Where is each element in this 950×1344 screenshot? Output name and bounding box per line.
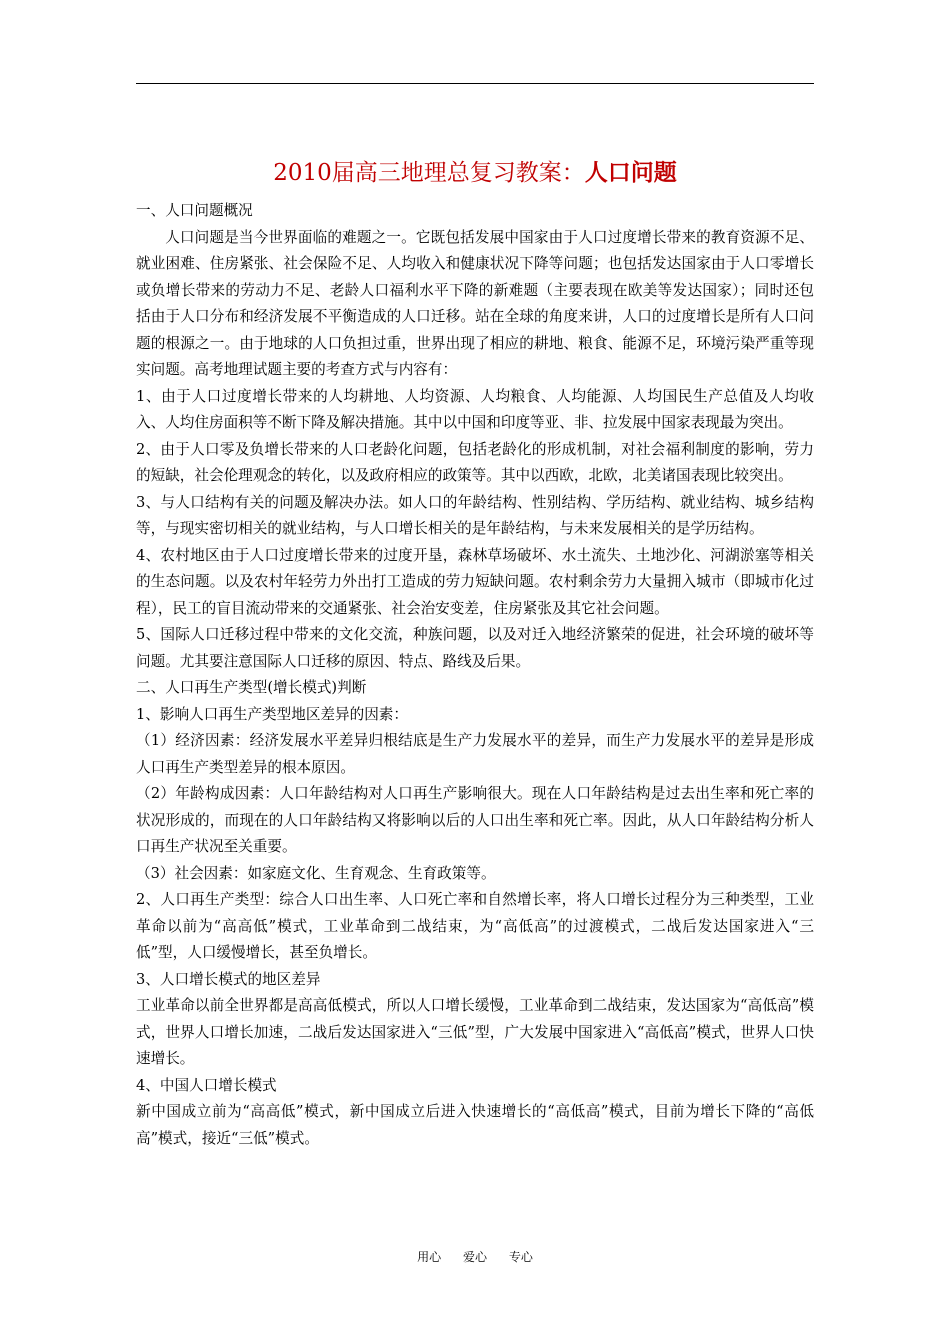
subheading: 3、人口增长模式的地区差异 [136,970,321,988]
list-item: （1）经济因素：经济发展水平差异归根结底是生产力发展水平的差异，而生产力发展水平的差异是形成人口再生产类型差异的根本原因。 [136,732,814,776]
subheading: 4、中国人口增长模式 [136,1076,277,1094]
footer-item: 用心 [417,1250,442,1264]
header-rule [136,83,814,84]
paragraph: 工业革命以前全世界都是高高低模式，所以人口增长缓慢，工业革命到二战结束，发达国家为“高低高”模式，世界人口增长加速，二战后发达国家进入“三低”型，广大发展中国家进入“高低高”模式，世界人口快速增长。 [136,997,814,1067]
title-main: 人口问题 [584,159,677,186]
section-heading: 一、人口问题概况 [136,202,253,219]
list-item: （3）社会因素：如家庭文化、生育观念、生育政策等。 [136,864,496,882]
footer-item: 爱心 [462,1250,487,1264]
document-body [136,198,814,1152]
document-title [136,156,814,190]
list-item: 1、由于人口过度增长带来的人均耕地、人均资源、人均粮食、人均能源、人均国民生产总值及人均收入、人均住房面积等不断下降及解决措施。其中以中国和印度等亚、非、拉发展中国家表现最为突出。 [136,387,814,431]
page-footer [0,1248,950,1266]
list-item: 3、与人口结构有关的问题及解决办法。如人口的年龄结构、性别结构、学历结构、就业结构、城乡结构等，与现实密切相关的就业结构，与人口增长相关的是年龄结构，与未来发展相关的是学历结构。 [136,493,814,537]
list-item: 5、国际人口迁移过程中带来的文化交流，种族问题，以及对迁入地经济繁荣的促进，社会环境的破坏等问题。尤其要注意国际人口迁移的原因、特点、路线及后果。 [136,626,814,670]
list-item: 4、农村地区由于人口过度增长带来的过度开垦，森林草场破坏、水土流失、土地沙化、河湖淤塞等相关的生态问题。以及农村年轻劳力外出打工造成的劳力短缺问题。农村剩余劳力大量拥入城市（即城市化过程），民工的盲目流动带来的交通紧张、社会治安变差，住房紧张及其它社会问题。 [136,546,814,617]
paragraph: 新中国成立前为“高高低”模式，新中国成立后进入快速增长的“高低高”模式，目前为增长下降的“高低高”模式，接近“三低”模式。 [136,1103,814,1147]
footer-item: 专心 [508,1250,533,1264]
paragraph: 人口问题是当今世界面临的难题之一。它既包括发展中国家由于人口过度增长带来的教育资源不足、就业困难、住房紧张、社会保险不足、人均收入和健康状况下降等问题；也包括发达国家由于人口零增长或负增长带来的劳动力不足、老龄人口福利水平下降的新难题（主要表现在欧美等发达国家）；同时还包括由于人口分布和经济发展不平衡造成的人口迁移。站在全球的角度来讲，人口的过度增长是所有人口问题的根源之一。由于地球的人口负担过重，世界出现了相应的耕地、粮食、能源不足，环境污染严重等现实问题。高考地理试题主要的考查方式与内容有： [136,228,814,378]
title-prefix: 2010届高三地理总复习教案： [273,160,585,186]
list-item: 2、由于人口零及负增长带来的人口老龄化问题，包括老龄化的形成机制，对社会福利制度的影响，劳力的短缺，社会伦理观念的转化，以及政府相应的政策等。其中以西欧，北欧，北美诸国表现比较突出。 [136,440,814,484]
subheading: 1、影响人口再生产类型地区差异的因素： [136,705,408,723]
list-item: （2）年龄构成因素：人口年龄结构对人口再生产影响很大。现在人口年龄结构是过去出生率和死亡率的状况形成的，而现在的人口年龄结构又将影响以后的人口出生率和死亡率。因此，从人口年龄结构分析人口再生产状况至关重要。 [136,785,814,855]
section-heading: 二、人口再生产类型(增长模式)判断 [136,679,367,696]
list-item: 2、人口再生产类型：综合人口出生率、人口死亡率和自然增长率，将人口增长过程分为三种类型，工业革命以前为“高高低”模式，工业革命到二战结束，为“高低高”的过渡模式，二战后发达国家进入“三低”型，人口缓慢增长，甚至负增长。 [136,891,814,961]
